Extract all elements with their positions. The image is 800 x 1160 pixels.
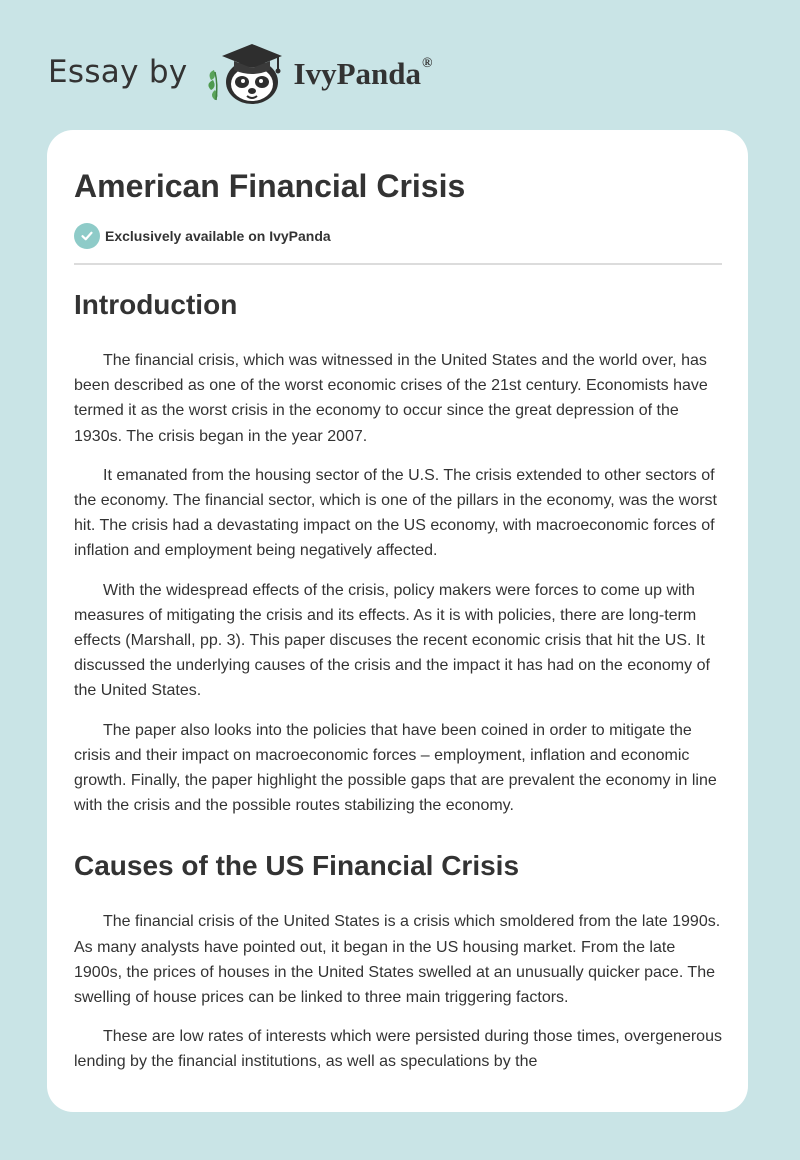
paragraph: It emanated from the housing sector of the U.S. The crisis extended to other sectors of the economy. The financial sector, which is one of the pillars in the economy, was the worst hit. The crisis had a devastating impact on the US economy, with macroeconomic forces of inflation and employment being negatively affected. xyxy=(74,466,717,560)
paragraph: The financial crisis, which was witnessed in the United States and the world over, has been described as one of the worst economic crises of the 21st century. Economists have termed it as the worst crisis in the economy to occur since the great depression of the 1930s. The crisis began in the year 2007. xyxy=(74,352,708,445)
check-circle-icon xyxy=(74,223,100,249)
essay-card xyxy=(47,130,748,1112)
paragraph: The financial crisis of the United States is a crisis which smoldered from the late 1990s. As many analysts have pointed out, it began in the US housing market. From the late 1900s, the prices of houses in the United States swelled at an unusually quicker pace. The swelling of house prices can be linked to three main triggering factors. xyxy=(74,913,721,1007)
essay-by-label: Essay by xyxy=(48,54,188,90)
paragraph: These are low rates of interests which were persisted during those times, overgenerous lending by the financial institutions, as well as speculations by the xyxy=(74,1028,722,1071)
paragraph: With the widespread effects of the crisis, policy makers were forces to come up with measures of mitigating the crisis and its effects. As it is with policies, there are long-term effects (Marshall, pp. 3). This paper discuses the recent economic crisis that hit the US. It discussed the underlying causes of the crisis and the impact it has had on the economy of the United States. xyxy=(74,581,710,700)
exclusive-badge-label: Exclusively available on IvyPanda xyxy=(105,228,331,244)
exclusive-badge xyxy=(74,223,722,249)
brand-name: IvyPanda® xyxy=(293,55,433,91)
section-heading-introduction: Introduction xyxy=(74,289,238,320)
section-heading-causes: Causes of the US Financial Crisis xyxy=(74,850,520,882)
paragraph: The paper also looks into the policies that have been coined in order to mitigate the crisis and their impact on macroeconomic forces – employment, inflation and economic growth. Finally, the paper highlight the possible gaps that are prevalent the economy in line with the crisis and the possible routes stabilizing the economy. xyxy=(74,721,717,815)
essay-title: American Financial Crisis xyxy=(74,168,466,204)
trademark-symbol: ® xyxy=(422,55,433,71)
title-divider xyxy=(74,263,722,265)
panda-logo-icon xyxy=(204,36,296,108)
site-header xyxy=(48,36,432,108)
